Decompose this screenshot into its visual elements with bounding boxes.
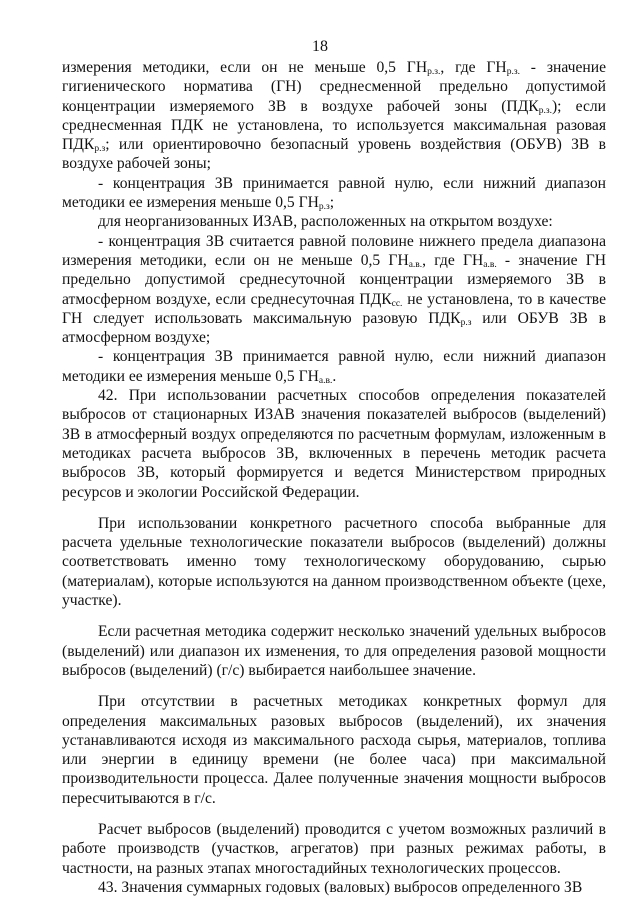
paragraph-multiple-values: Если расчетная методика содержит несколько значений удельных выбросов (выделений) или диапазон их изменения, то для определения разовой мощности выбросов (выделений) (г/с) выбирается наибольшее значение. bbox=[62, 623, 606, 679]
paragraph-clause-43: 43. Значения суммарных годовых (валовых) выбросов определенного ЗВ bbox=[98, 878, 583, 896]
paragraph-workzone-zero: - концентрация ЗВ принимается равной нулю, если нижний диапазон методики ее измерения меньше 0,5 $ГН_{р.з}$; bbox=[62, 174, 606, 213]
paragraph-unorganized-heading: для неорганизованных ИЗАВ, расположенных на открытом воздухе: bbox=[98, 213, 553, 231]
paragraph-clause-42: 42. При использовании расчетных способов определения показателей выбросов от стационарных ИЗАВ значения показателей выбросов (выделений) ЗВ в атмосферный воздух определяются по расчетным формулам, изложенным в методиках расчета выбросов ЗВ, включенных в перечень методик расчета выбросов ЗВ, который формируется и ведется Министерством природных ресурсов и экологии Российской Федерации. bbox=[62, 387, 606, 501]
paragraph-air-zero: - концентрация ЗВ принимается равной нулю, если нижний диапазон методики ее измерения меньше 0,5 $ГН_{а.в.}$. bbox=[62, 348, 606, 386]
page-body bbox=[62, 58, 606, 897]
paragraph-air-half-limit: - концентрация ЗВ считается равной половине нижнего предела диапазона измерения методики, если он не меньше 0,5 $ГН_{а.в.}$, где $ГН_{а.в.}$ - значение ГН предельно допустимой среднесуточной концентрации измеряемого ЗВ в атмосферном воздухе, если среднесуточная $ПДК_{сс.}$ не установлена, то в качестве ГН следует использовать максимальную разовую $ПДК_{р.з}$ или ОБУВ ЗВ в атмосферном воздухе; bbox=[62, 232, 607, 347]
paragraph-workzone-lower-limit: измерения методики, если он не меньше 0,5 $ГН_{р.з.}$, где $ГН_{р.з.}$ - значение гигиенического норматива (ГН) среднесменной предельно допустимой концентрации измеряемого ЗВ в воздухе рабочей зоны $(ПДК_{р.з.})$; если среднесменная ПДК не установлена, то используется максимальная разовая $ПДК_{р.з}$; или ориентировочно безопасный уровень воздействия (ОБУВ) ЗВ в воздухе рабочей зоны; bbox=[62, 59, 607, 173]
paragraph-no-formulas: При отсутствии в расчетных методиках конкретных формул для определения максимальных разовых выбросов (выделений), их значения устанавливаются исходя из максимального расхода сырья, материалов, топлива или энергии в единицу времени (не более часа) при максимальной производительности процесса. Далее полученные значения мощности выбросов пересчитываются в г/с. bbox=[62, 693, 606, 807]
paragraph-specific-method: При использовании конкретного расчетного способа выбранные для расчета удельные технологические показатели выбросов (выделений) должны соответствовать именно тому технологическому оборудованию, сырью (материалам), которые используются на данном производственном объекте (цехе, участке). bbox=[62, 514, 606, 610]
page-number: 18 bbox=[312, 38, 328, 55]
paragraph-operating-modes: Расчет выбросов (выделений) проводится с учетом возможных различий в работе производств (участков, агрегатов) при разных режимах работы, в частности, на разных этапах многостадийных технологических процессов. bbox=[62, 820, 606, 877]
